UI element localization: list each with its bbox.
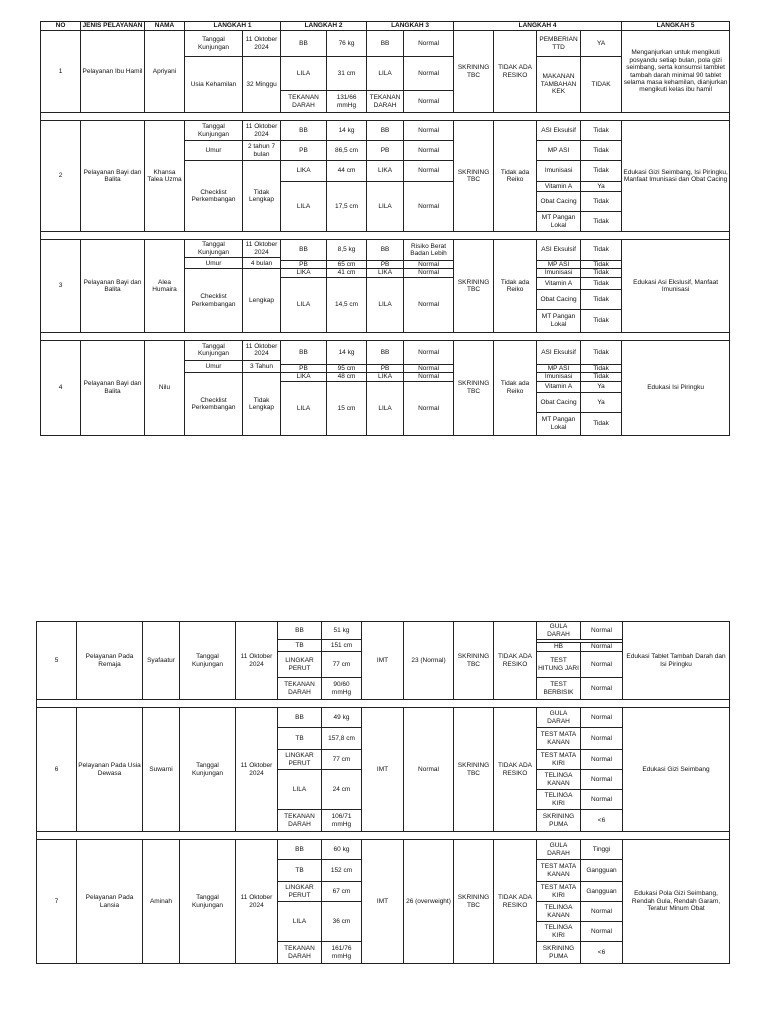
tbc-result: Tidak ada Reiko bbox=[494, 340, 537, 435]
langkah4-value: Normal bbox=[581, 922, 623, 942]
langkah2-value: 17,5 cm bbox=[327, 182, 367, 232]
langkah2-value: 48 cm bbox=[327, 373, 367, 381]
langkah2-value: 14,5 cm bbox=[327, 277, 367, 332]
langkah4-value: <6 bbox=[581, 810, 623, 832]
langkah3-value: Normal bbox=[404, 91, 454, 113]
langkah1-value: 11 Oktober 2024 bbox=[236, 622, 278, 700]
langkah4-label: Vitamin A bbox=[537, 277, 581, 289]
header-row bbox=[41, 22, 730, 31]
row-gap bbox=[41, 232, 730, 240]
tbc-result: Tidak ada Reiko bbox=[494, 240, 537, 333]
skrining-tbc: SKRINING TBC bbox=[454, 121, 494, 232]
records-table-lower bbox=[36, 621, 730, 964]
row-gap bbox=[41, 332, 730, 340]
langkah4-label: TELINGA KANAN bbox=[537, 770, 581, 790]
langkah4-label: TEST BERBISIK bbox=[537, 678, 581, 700]
tbc-result: TIDAK ADA RESIKO bbox=[494, 840, 537, 964]
langkah3-value: Normal bbox=[404, 141, 454, 161]
langkah4-label: MP ASI bbox=[537, 141, 581, 161]
langkah2-label: LILA bbox=[281, 381, 327, 435]
langkah4-value: Tidak bbox=[581, 269, 622, 277]
langkah4-value: Tidak bbox=[581, 277, 622, 289]
langkah2-label: LIKA bbox=[281, 373, 327, 381]
langkah4-label: TEST MATA KIRI bbox=[537, 750, 581, 770]
langkah3-label: PB bbox=[367, 261, 404, 269]
langkah2-label: PB bbox=[281, 364, 327, 372]
langkah3-label: LIKA bbox=[367, 373, 404, 381]
langkah4-label: TEST MATA KANAN bbox=[537, 860, 581, 882]
langkah4-value: Tidak bbox=[581, 261, 622, 269]
langkah4-label: TELINGA KIRI bbox=[537, 922, 581, 942]
langkah4-value: Tidak bbox=[581, 364, 622, 372]
langkah3-label: TEKANAN DARAH bbox=[367, 91, 404, 113]
langkah3-value: Risiko Berat Badan Lebih bbox=[404, 240, 454, 261]
langkah4-label: SKRINING PUMA bbox=[537, 942, 581, 964]
table-row bbox=[37, 622, 730, 640]
langkah4-label: ASI Eksulsif bbox=[537, 240, 581, 261]
skrining-tbc: SKRINING TBC bbox=[454, 708, 494, 832]
header-langkah5: LANGKAH 5 bbox=[622, 22, 730, 31]
langkah3-label: LILA bbox=[367, 277, 404, 332]
langkah2-label: LILA bbox=[278, 902, 322, 942]
langkah3-value: Normal bbox=[404, 121, 454, 141]
langkah2-label: PB bbox=[281, 261, 327, 269]
langkah1-value: 11 Oktober 2024 bbox=[236, 708, 278, 832]
langkah4-label: MT Pangan Lokal bbox=[537, 212, 581, 232]
langkah4-value: Normal bbox=[581, 678, 623, 700]
langkah2-label: BB bbox=[278, 708, 322, 728]
langkah3-value: Normal bbox=[404, 261, 454, 269]
langkah2-label: LILA bbox=[278, 770, 322, 810]
tbc-result: TIDAK ADA RESIKO bbox=[494, 622, 537, 700]
langkah4-label: MT Pangan Lokal bbox=[537, 412, 581, 435]
langkah2-value: 77 cm bbox=[322, 750, 362, 770]
record-nama: Alea Humaira bbox=[145, 240, 185, 333]
langkah4-value: Normal bbox=[581, 790, 623, 810]
langkah1-value: 3 Tahun bbox=[243, 360, 281, 372]
langkah2-label: LIKA bbox=[281, 269, 327, 277]
langkah3-label: BB bbox=[367, 340, 404, 364]
record-no: 6 bbox=[37, 708, 77, 832]
langkah3-label: LILA bbox=[367, 57, 404, 91]
langkah2-value: 60 kg bbox=[322, 840, 362, 860]
skrining-tbc: SKRINING TBC bbox=[454, 31, 494, 113]
langkah3-label: BB bbox=[367, 121, 404, 141]
langkah1-value: 4 bulan bbox=[243, 258, 281, 269]
record-nama: Khansa Talea Uzma bbox=[145, 121, 185, 232]
langkah2-value: 49 kg bbox=[322, 708, 362, 728]
langkah4-value: Gangguan bbox=[581, 860, 623, 882]
langkah4-label: MAKANAN TAMBAHAN KEK bbox=[537, 57, 581, 113]
table-row bbox=[37, 708, 730, 728]
langkah1-value: Tidak Lengkap bbox=[243, 373, 281, 435]
langkah4-value: Tidak bbox=[581, 121, 622, 141]
langkah4-label: Obat Cacing bbox=[537, 192, 581, 212]
langkah4-value: Tidak bbox=[581, 212, 622, 232]
langkah4-value: Normal bbox=[581, 770, 623, 790]
langkah1-value: 32 Minggu bbox=[243, 57, 281, 113]
langkah5-text: Edukasi Gizi Seimbang, Isi Piringku, Manfaat Imunisasi dan Obat Cacing bbox=[622, 121, 730, 232]
langkah4-value: Normal bbox=[581, 622, 623, 640]
langkah2-label: TEKANAN DARAH bbox=[278, 678, 322, 700]
langkah4-label: MT Pangan Lokal bbox=[537, 309, 581, 332]
record-jenis: Pelayanan Pada Lansia bbox=[77, 840, 143, 964]
langkah3-value: Normal bbox=[404, 31, 454, 57]
langkah2-label: TB bbox=[278, 728, 322, 750]
langkah2-label: BB bbox=[281, 31, 327, 57]
langkah1-label: Checklist Perkembangan bbox=[185, 161, 243, 232]
skrining-tbc: SKRINING TBC bbox=[454, 340, 494, 435]
langkah2-value: 24 cm bbox=[322, 770, 362, 810]
langkah4-value: Normal bbox=[581, 708, 623, 728]
record-nama: Aminah bbox=[143, 840, 180, 964]
langkah2-value: 77 cm bbox=[322, 652, 362, 678]
langkah4-value: Tidak bbox=[581, 289, 622, 309]
langkah4-label: Obat Cacing bbox=[537, 289, 581, 309]
langkah3-label: LIKA bbox=[367, 269, 404, 277]
langkah4-value: Tidak bbox=[581, 240, 622, 261]
skrining-tbc: SKRINING TBC bbox=[454, 840, 494, 964]
langkah2-value: 90/60 mmHg bbox=[322, 678, 362, 700]
langkah1-value: Lengkap bbox=[243, 269, 281, 332]
langkah1-value: 2 tahun 7 bulan bbox=[243, 141, 281, 161]
row-gap bbox=[37, 700, 730, 708]
langkah2-value: 106/71 mmHg bbox=[322, 810, 362, 832]
table-row bbox=[41, 240, 730, 258]
langkah4-label: TEST MATA KIRI bbox=[537, 882, 581, 902]
langkah1-label: Tanggal Kunjungan bbox=[185, 240, 243, 258]
record-no: 3 bbox=[41, 240, 81, 333]
imt-label: IMT bbox=[362, 622, 404, 700]
langkah2-value: 15 cm bbox=[327, 381, 367, 435]
langkah2-value: 41 cm bbox=[327, 269, 367, 277]
langkah2-value: 161/76 mmHg bbox=[322, 942, 362, 964]
record-jenis: Pelayanan Bayi dan Balita bbox=[81, 240, 145, 333]
record-nama: Suwarni bbox=[143, 708, 180, 832]
langkah2-value: 95 cm bbox=[327, 364, 367, 372]
record-no: 4 bbox=[41, 340, 81, 435]
langkah1-label: Tanggal Kunjungan bbox=[185, 121, 243, 141]
imt-label: IMT bbox=[362, 840, 404, 964]
langkah4-label: TEST HITUNG JARI bbox=[537, 652, 581, 678]
langkah2-label: BB bbox=[281, 240, 327, 261]
row-gap bbox=[41, 113, 730, 121]
record-no: 5 bbox=[37, 622, 77, 700]
langkah4-label: Imunisasi bbox=[537, 373, 581, 381]
langkah4-value: Tidak bbox=[581, 340, 622, 364]
langkah5-text: Menganjurkan untuk mengikuti posyandu setiap bulan, pola gizi seimbang, serta konsumsi tamblet tambah darah minimal 90 tablet selama masa kehamilan, dianjurkan mengikuti kelas ibu hamil bbox=[622, 31, 730, 113]
langkah4-value: Ya bbox=[581, 392, 622, 412]
langkah4-label: SKRINING PUMA bbox=[537, 810, 581, 832]
langkah4-value: Normal bbox=[581, 728, 623, 750]
record-nama: Apriyani bbox=[145, 31, 185, 113]
langkah4-value: Tidak bbox=[581, 192, 622, 212]
langkah2-value: 51 kg bbox=[322, 622, 362, 640]
langkah4-label: MP ASI bbox=[537, 261, 581, 269]
langkah1-value: 11 Oktober 2024 bbox=[243, 340, 281, 360]
langkah4-label: TELINGA KIRI bbox=[537, 790, 581, 810]
langkah1-label: Checklist Perkembangan bbox=[185, 269, 243, 332]
langkah4-label: TELINGA KANAN bbox=[537, 902, 581, 922]
langkah2-label: LINGKAR PERUT bbox=[278, 652, 322, 678]
header-langkah3: LANGKAH 3 bbox=[367, 22, 454, 31]
langkah3-value: Normal bbox=[404, 182, 454, 232]
langkah3-label: LILA bbox=[367, 381, 404, 435]
langkah5-text: Edukasi Pola Gizi Seimbang, Rendah Gula, Rendah Garam, Teratur Minum Obat bbox=[623, 840, 730, 964]
langkah2-value: 65 cm bbox=[327, 261, 367, 269]
langkah4-value: Normal bbox=[581, 902, 623, 922]
langkah3-value: Normal bbox=[404, 364, 454, 372]
langkah5-text: Edukasi Gizi Seimbang bbox=[623, 708, 730, 832]
langkah2-label: BB bbox=[278, 840, 322, 860]
langkah2-label: TB bbox=[278, 640, 322, 652]
tbc-result: TIDAK ADA RESIKO bbox=[494, 31, 537, 113]
langkah1-label: Usia Kehamilan bbox=[185, 57, 243, 113]
record-jenis: Pelayanan Bayi dan Balita bbox=[81, 340, 145, 435]
langkah1-value: 11 Oktober 2024 bbox=[236, 840, 278, 964]
langkah2-value: 76 kg bbox=[327, 31, 367, 57]
langkah2-value: 31 cm bbox=[327, 57, 367, 91]
imt-value: 26 (overweight) bbox=[404, 840, 454, 964]
langkah1-value: Tidak Lengkap bbox=[243, 161, 281, 232]
langkah4-value: Tidak bbox=[581, 412, 622, 435]
record-no: 7 bbox=[37, 840, 77, 964]
langkah3-label: LILA bbox=[367, 182, 404, 232]
header-langkah2: LANGKAH 2 bbox=[281, 22, 367, 31]
imt-value: 23 (Normal) bbox=[404, 622, 454, 700]
langkah2-value: 86,5 cm bbox=[327, 141, 367, 161]
langkah4-value: Gangguan bbox=[581, 882, 623, 902]
langkah4-label: TEST MATA KANAN bbox=[537, 728, 581, 750]
langkah4-value: Tidak bbox=[581, 141, 622, 161]
langkah5-text: Edukasi Isi Piringku bbox=[622, 340, 730, 435]
langkah4-value: Tinggi bbox=[581, 840, 623, 860]
langkah4-label: Imunisasi bbox=[537, 161, 581, 182]
header-jenis: JENIS PELAYANAN bbox=[81, 22, 145, 31]
tbc-result: TIDAK ADA RESIKO bbox=[494, 708, 537, 832]
langkah2-value: 36 cm bbox=[322, 902, 362, 942]
langkah3-value: Normal bbox=[404, 381, 454, 435]
langkah3-value: Normal bbox=[404, 161, 454, 182]
langkah2-label: LILA bbox=[281, 182, 327, 232]
langkah3-value: Normal bbox=[404, 269, 454, 277]
langkah4-label: GULA DARAH bbox=[537, 622, 581, 640]
record-no: 1 bbox=[41, 31, 81, 113]
record-jenis: Pelayanan Bayi dan Balita bbox=[81, 121, 145, 232]
langkah3-value: Normal bbox=[404, 373, 454, 381]
langkah4-value: Tidak bbox=[581, 309, 622, 332]
header-no: NO bbox=[41, 22, 81, 31]
langkah1-label: Umur bbox=[185, 258, 243, 269]
table-row bbox=[41, 121, 730, 141]
langkah4-label: Vitamin A bbox=[537, 182, 581, 192]
langkah4-label: Imunisasi bbox=[537, 269, 581, 277]
header-langkah4: LANGKAH 4 bbox=[454, 22, 622, 31]
table-row bbox=[37, 840, 730, 860]
langkah3-label: BB bbox=[367, 240, 404, 261]
langkah2-label: LIKA bbox=[281, 161, 327, 182]
langkah1-value: 11 Oktober 2024 bbox=[243, 240, 281, 258]
langkah2-label: BB bbox=[278, 622, 322, 640]
langkah4-value: Tidak bbox=[581, 373, 622, 381]
langkah4-value: Ya bbox=[581, 182, 622, 192]
langkah1-label: Tanggal Kunjungan bbox=[185, 31, 243, 57]
header-langkah1: LANGKAH 1 bbox=[185, 22, 281, 31]
langkah1-label: Tanggal Kunjungan bbox=[180, 622, 236, 700]
langkah3-value: Normal bbox=[404, 57, 454, 91]
langkah4-value: Normal bbox=[581, 643, 623, 652]
langkah2-value: 131/66 mmHg bbox=[327, 91, 367, 113]
langkah1-label: Tanggal Kunjungan bbox=[180, 840, 236, 964]
langkah2-value: 8,5 kg bbox=[327, 240, 367, 261]
langkah1-value: 11 Oktober 2024 bbox=[243, 31, 281, 57]
imt-value: Normal bbox=[404, 708, 454, 832]
langkah2-label: LINGKAR PERUT bbox=[278, 750, 322, 770]
langkah3-label: LIKA bbox=[367, 161, 404, 182]
langkah2-label: TEKANAN DARAH bbox=[278, 810, 322, 832]
langkah4-value: TIDAK bbox=[581, 57, 622, 113]
record-jenis: Pelayanan Pada Usia Dewasa bbox=[77, 708, 143, 832]
header-nama: NAMA bbox=[145, 22, 185, 31]
langkah1-label: Tanggal Kunjungan bbox=[180, 708, 236, 832]
langkah4-value: Normal bbox=[581, 750, 623, 770]
langkah4-value: <6 bbox=[581, 942, 623, 964]
langkah2-label: LILA bbox=[281, 277, 327, 332]
record-jenis: Pelayanan Pada Remaja bbox=[77, 622, 143, 700]
tbc-result: Tidak ada Reiko bbox=[494, 121, 537, 232]
record-nama: Syafaatur bbox=[143, 622, 180, 700]
langkah4-label: ASI Eksulsif bbox=[537, 121, 581, 141]
imt-label: IMT bbox=[362, 708, 404, 832]
langkah2-value: 152 cm bbox=[322, 860, 362, 882]
langkah4-label: Vitamin A bbox=[537, 381, 581, 392]
langkah2-label: LINGKAR PERUT bbox=[278, 882, 322, 902]
langkah2-value: 151 cm bbox=[322, 640, 362, 652]
row-gap bbox=[37, 832, 730, 840]
langkah3-label: BB bbox=[367, 31, 404, 57]
langkah4-value: YA bbox=[581, 31, 622, 57]
langkah3-label: PB bbox=[367, 364, 404, 372]
table-row bbox=[41, 31, 730, 57]
langkah1-label: Tanggal Kunjungan bbox=[185, 340, 243, 360]
langkah2-value: 67 cm bbox=[322, 882, 362, 902]
langkah3-value: Normal bbox=[404, 277, 454, 332]
langkah2-label: BB bbox=[281, 121, 327, 141]
langkah3-label: PB bbox=[367, 141, 404, 161]
langkah4-value: Ya bbox=[581, 381, 622, 392]
langkah1-value: 11 Oktober 2024 bbox=[243, 121, 281, 141]
langkah4-label: HB bbox=[537, 643, 581, 652]
table-row bbox=[41, 340, 730, 360]
record-no: 2 bbox=[41, 121, 81, 232]
langkah1-label: Checklist Perkembangan bbox=[185, 373, 243, 435]
langkah2-label: PB bbox=[281, 141, 327, 161]
langkah2-label: TB bbox=[278, 860, 322, 882]
langkah4-label: MP ASI bbox=[537, 364, 581, 372]
langkah4-value: Tidak bbox=[581, 161, 622, 182]
langkah2-label: TEKANAN DARAH bbox=[281, 91, 327, 113]
langkah2-label: LILA bbox=[281, 57, 327, 91]
langkah2-value: 14 kg bbox=[327, 340, 367, 364]
langkah5-text: Edukasi Asi Ekslusif, Manfaat Imunisasi bbox=[622, 240, 730, 333]
langkah2-value: 44 cm bbox=[327, 161, 367, 182]
langkah1-label: Umur bbox=[185, 141, 243, 161]
langkah2-value: 157,8 cm bbox=[322, 728, 362, 750]
langkah2-label: BB bbox=[281, 340, 327, 364]
skrining-tbc: SKRINING TBC bbox=[454, 622, 494, 700]
record-nama: Nilu bbox=[145, 340, 185, 435]
records-table-upper bbox=[40, 21, 730, 436]
skrining-tbc: SKRINING TBC bbox=[454, 240, 494, 333]
langkah4-label: GULA DARAH bbox=[537, 840, 581, 860]
langkah4-label: Obat Cacing bbox=[537, 392, 581, 412]
record-jenis: Pelayanan Ibu Hamil bbox=[81, 31, 145, 113]
langkah3-value: Normal bbox=[404, 340, 454, 364]
langkah5-text: Edukasi Tablet Tambah Darah dan Isi Piringku bbox=[623, 622, 730, 700]
langkah4-label: ASI Eksulsif bbox=[537, 340, 581, 364]
langkah4-label: GULA DARAH bbox=[537, 708, 581, 728]
langkah4-value: Normal bbox=[581, 652, 623, 678]
langkah2-value: 14 kg bbox=[327, 121, 367, 141]
langkah1-label: Umur bbox=[185, 360, 243, 372]
langkah2-label: TEKANAN DARAH bbox=[278, 942, 322, 964]
langkah4-label: PEMBERIAN TTD bbox=[537, 31, 581, 57]
